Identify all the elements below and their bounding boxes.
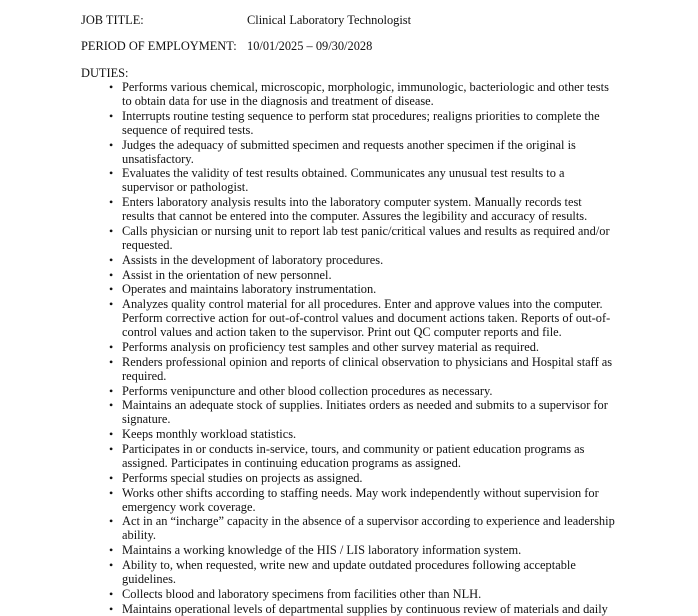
duty-item: • Maintains an adequate stock of supplies. Initiates orders as needed and submits to a supervisor for signature. (0, 398, 698, 426)
duty-item: • Analyzes quality control material for all procedures. Enter and approve values into the computer. Perform corrective action for out-of-control values and document actions taken. Reports of out-of-control values and action taken to the supervisor. Print out QC computer reports and file. (0, 297, 698, 339)
duty-item: • Act in an “incharge” capacity in the absence of a supervisor according to experience and leadership ability. (0, 514, 698, 542)
duty-item: • Maintains operational levels of departmental supplies by continuous review of materials and daily (0, 602, 698, 616)
period-of-employment-row (81, 39, 372, 53)
duty-item: • Keeps monthly workload statistics. (0, 427, 698, 441)
duty-item: • Performs special studies on projects as assigned. (0, 471, 698, 485)
duty-item: • Performs various chemical, microscopic, morphologic, immunologic, bacteriologic and other tests to obtain data for use in the diagnosis and treatment of disease. (0, 80, 698, 108)
duty-item: • Enters laboratory analysis results into the laboratory computer system. Manually records test results that cannot be entered into the computer. Assures the legibility and accuracy of results. (0, 195, 698, 223)
duty-item: • Assists in the development of laboratory procedures. (0, 253, 698, 267)
duty-item: • Evaluates the validity of test results obtained. Communicates any unusual test results to a supervisor or pathologist. (0, 166, 698, 194)
duty-item: • Works other shifts according to staffing needs. May work independently without supervision for emergency work coverage. (0, 486, 698, 514)
duty-item: • Renders professional opinion and reports of clinical observation to physicians and Hospital staff as required. (0, 355, 698, 383)
duties-list (0, 80, 698, 616)
duty-item: • Performs analysis on proficiency test samples and other survey material as required. (0, 340, 698, 354)
duty-item: • Assist in the orientation of new personnel. (0, 268, 698, 282)
duty-item: • Judges the adequacy of submitted specimen and requests another specimen if the original is unsatisfactory. (0, 138, 698, 166)
duty-item: • Collects blood and laboratory specimens from facilities other than NLH. (0, 587, 698, 601)
duty-item: • Performs venipuncture and other blood collection procedures as necessary. (0, 384, 698, 398)
duty-item: • Participates in or conducts in-service, tours, and community or patient education programs as assigned. Participates in continuing education programs as assigned. (0, 442, 698, 470)
duties-heading: DUTIES: (81, 66, 129, 80)
duty-item: • Ability to, when requested, write new and update outdated procedures following acceptable guidelines. (0, 558, 698, 586)
duty-item: • Maintains a working knowledge of the HIS / LIS laboratory information system. (0, 543, 698, 557)
period-value: 10/01/2025 – 09/30/2028 (247, 39, 373, 53)
job-title-row (81, 13, 411, 27)
duty-item: • Operates and maintains laboratory instrumentation. (0, 282, 698, 296)
job-title-label: JOB TITLE: (81, 13, 144, 27)
job-title-value: Clinical Laboratory Technologist (247, 13, 412, 27)
duty-item: • Calls physician or nursing unit to report lab test panic/critical values and results as required and/or requested. (0, 224, 698, 252)
duty-item: • Interrupts routine testing sequence to perform stat procedures; realigns priorities to complete the sequence of required tests. (0, 109, 698, 137)
period-label: PERIOD OF EMPLOYMENT: (81, 39, 237, 53)
